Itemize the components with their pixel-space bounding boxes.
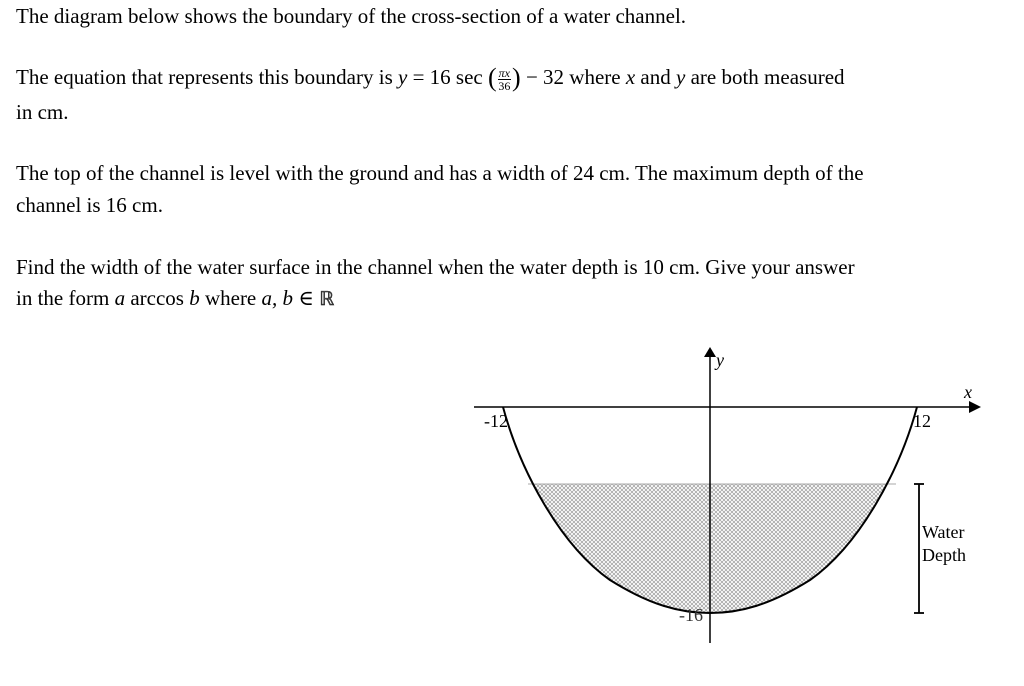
x-axis-label: x (964, 382, 972, 402)
equation-equals: = 16 sec (407, 65, 488, 89)
equation-line2: in cm. (16, 100, 69, 124)
y-axis-label: y (716, 350, 724, 370)
where-text-2: where (199, 286, 262, 310)
b-variable: b (189, 286, 200, 310)
y-axis-arrow-icon (704, 347, 716, 357)
ab-variables: a, b (261, 286, 294, 310)
open-paren: ( (488, 63, 497, 92)
reals-symbol: ℝ (319, 288, 335, 310)
form-prefix: in the form (16, 286, 115, 310)
and-text: and (635, 65, 676, 89)
x-axis-arrow-icon (969, 401, 981, 413)
question-line1: Find the width of the water surface in the channel when the water depth is 10 cm. Give your answer (16, 255, 855, 279)
fraction-numerator: πx (498, 65, 511, 80)
bottom-depth-label: -16 (679, 605, 703, 625)
a-variable: a (114, 286, 126, 310)
element-of-symbol: ∈ (293, 286, 320, 310)
fraction-denominator: 36 (498, 78, 511, 93)
arccos-text: arccos (125, 286, 190, 310)
intro-text: The diagram below shows the boundary of the cross-section of a water channel. (16, 4, 687, 28)
equation-constant: − 32 (520, 65, 570, 89)
y-variable-2: y (676, 65, 686, 89)
y-variable: y (398, 65, 408, 89)
description-line1: The top of the channel is level with the ground and has a width of 24 cm. The maximum depth of the (16, 161, 864, 185)
where-text: where (569, 65, 626, 89)
equation-tail: are both measured (685, 65, 845, 89)
x-variable: x (625, 65, 636, 89)
water-depth-label-line2: Depth (922, 545, 966, 565)
right-tick-label: 12 (913, 411, 931, 431)
left-tick-label: -12 (484, 411, 508, 431)
close-paren: ) (512, 63, 521, 92)
equation-prefix: The equation that represents this boundary is (16, 65, 398, 89)
description-line2: channel is 16 cm. (16, 193, 163, 217)
water-depth-label-line1: Water (922, 522, 965, 542)
